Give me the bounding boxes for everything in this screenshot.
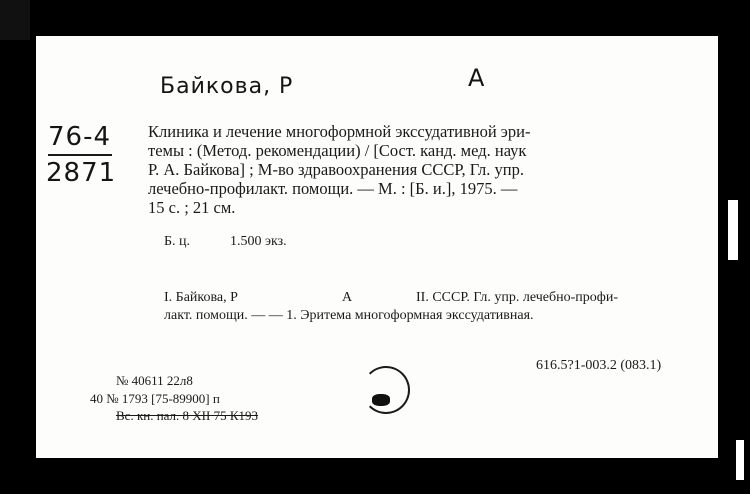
description-line: 15 с. ; 21 см. [148, 198, 236, 217]
shelf-mark-top: 76-4 [48, 122, 112, 152]
tracing-letter: А [342, 290, 353, 305]
tracing-author: I. Байкова, Р [164, 290, 238, 305]
description-line: Клиника и лечение многоформной экссудативной эри- [148, 122, 531, 141]
description-line: лечебно-профилакт. помощи. — М. : [Б. и.], 1975. — [148, 179, 518, 198]
scan-artifact [728, 200, 738, 260]
classification-index: 616.5?1-003.2 (083.1) [536, 358, 662, 373]
stamp-circle [362, 366, 410, 414]
tracing-subject-2: лакт. помощи. — — 1. Эритема многоформная экссудативная. [164, 308, 534, 323]
catalog-card [36, 36, 718, 458]
bibliographic-description [148, 122, 700, 217]
card-number: № 40611 22л8 [116, 373, 193, 388]
order-line: 40 № 1793 [75-89900] п [90, 391, 220, 406]
shelf-mark-divider [48, 154, 112, 156]
description-line: Р. А. Байкова] ; М-во здравоохранения СССР, Гл. упр. [148, 160, 524, 179]
print-run: 1.500 экз. [230, 234, 287, 249]
handwritten-author: Байкова, Р [160, 74, 294, 99]
stamp-ink [372, 394, 390, 406]
tracing-subject-1: II. СССР. Гл. упр. лечебно-профи- [416, 290, 618, 305]
handwritten-letter: А [468, 64, 486, 92]
chamber-line: Вс. кн. пал. 8 XII 75 К193 [116, 408, 259, 423]
scan-artifact [736, 440, 744, 480]
scan-artifact [0, 0, 30, 40]
shelf-mark-bottom: 2871 [46, 158, 117, 188]
price-label: Б. ц. [164, 234, 191, 249]
description-line: темы : (Метод. рекомендации) / [Сост. канд. мед. наук [148, 141, 527, 160]
